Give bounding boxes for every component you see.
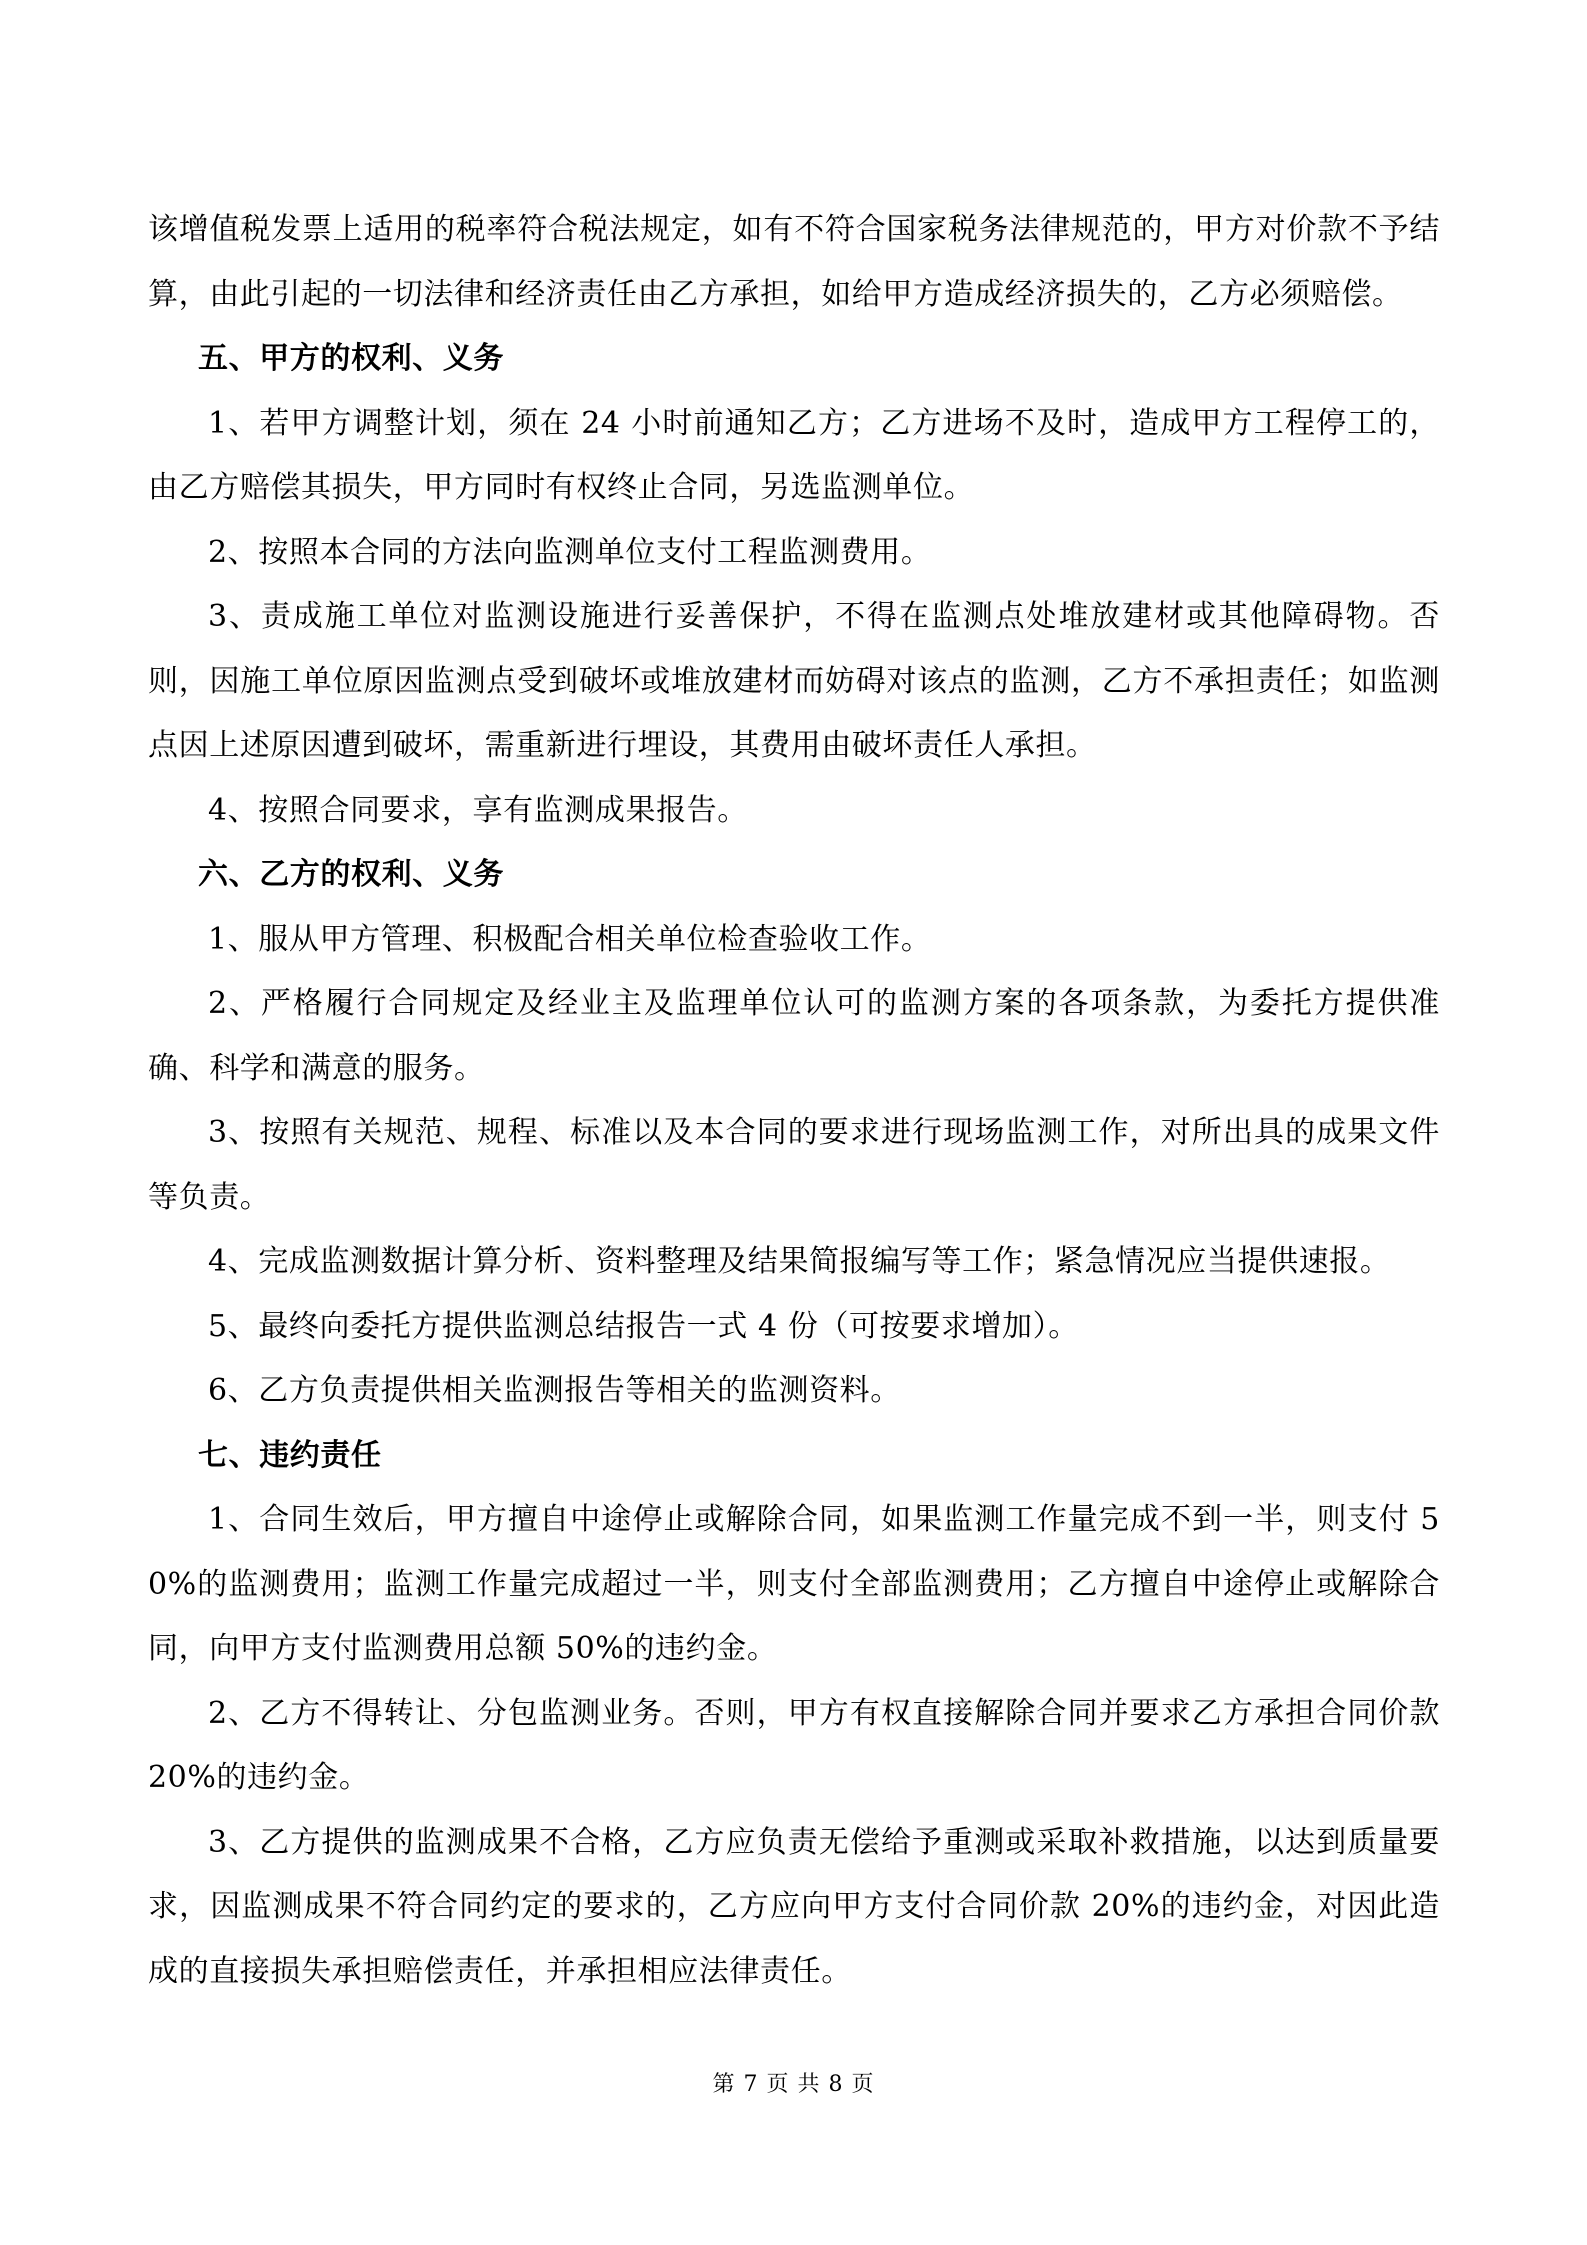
clause-paragraph: 3、乙方提供的监测成果不合格，乙方应负责无偿给予重测或采取补救措施，以达到质量要求，因监测成果不符合同约定的要求的，乙方应向甲方支付合同价款 20%的违约金，对因此造成的直接损失承担赔偿责任，并承担相应法律责任。 (148, 1824, 1440, 1989)
section-heading-breach: 七、违约责任 (198, 1437, 382, 1473)
clause-paragraph: 3、按照有关规范、规程、标准以及本合同的要求进行现场监测工作，对所出具的成果文件等负责。 (148, 1115, 1440, 1215)
intro-paragraph: 该增值税发票上适用的税率符合税法规定，如有不符合国家税务法律规范的，甲方对价款不予结算，由此引起的一切法律和经济责任由乙方承担，如给甲方造成经济损失的，乙方必须赔偿。 (148, 212, 1440, 312)
clause-paragraph: 2、乙方不得转让、分包监测业务。否则，甲方有权直接解除合同并要求乙方承担合同价款 20%的违约金。 (148, 1695, 1440, 1795)
document-body (148, 198, 1440, 2004)
clause-paragraph: 2、按照本合同的方法向监测单位支付工程监测费用。 (208, 534, 932, 570)
section-heading-party-a: 五、甲方的权利、义务 (198, 341, 504, 376)
clause-paragraph: 5、最终向委托方提供监测总结报告一式 4 份（可按要求增加）。 (208, 1308, 1079, 1344)
clause-paragraph: 1、服从甲方管理、积极配合相关单位检查验收工作。 (208, 921, 932, 957)
section-heading-party-b: 六、乙方的权利、义务 (198, 857, 504, 892)
clause-paragraph: 1、若甲方调整计划，须在 24 小时前通知乙方；乙方进场不及时，造成甲方工程停工的，由乙方赔偿其损失，甲方同时有权终止合同，另选监测单位。 (148, 405, 1440, 505)
page-number-footer: 第 7 页 共 8 页 (712, 2072, 875, 2097)
clause-paragraph: 4、完成监测数据计算分析、资料整理及结果简报编写等工作；紧急情况应当提供速报。 (208, 1244, 1391, 1279)
clause-paragraph: 6、乙方负责提供相关监测报告等相关的监测资料。 (208, 1373, 901, 1408)
clause-paragraph: 1、合同生效后，甲方擅自中途停止或解除合同，如果监测工作量完成不到一半，则支付 50%的监测费用；监测工作量完成超过一半，则支付全部监测费用；乙方擅自中途停止或解除合同，向甲方支付监测费用总额 50%的违约金。 (148, 1502, 1440, 1666)
clause-paragraph: 4、按照合同要求，享有监测成果报告。 (208, 792, 748, 828)
clause-paragraph: 2、严格履行合同规定及经业主及监理单位认可的监测方案的各项条款，为委托方提供准确、科学和满意的服务。 (148, 986, 1440, 1086)
clause-paragraph: 3、责成施工单位对监测设施进行妥善保护，不得在监测点处堆放建材或其他障碍物。否则，因施工单位原因监测点受到破坏或堆放建材而妨碍对该点的监测，乙方不承担责任；如监测点因上述原因遭到破坏，需重新进行埋设，其费用由破坏责任人承担。 (148, 599, 1440, 763)
